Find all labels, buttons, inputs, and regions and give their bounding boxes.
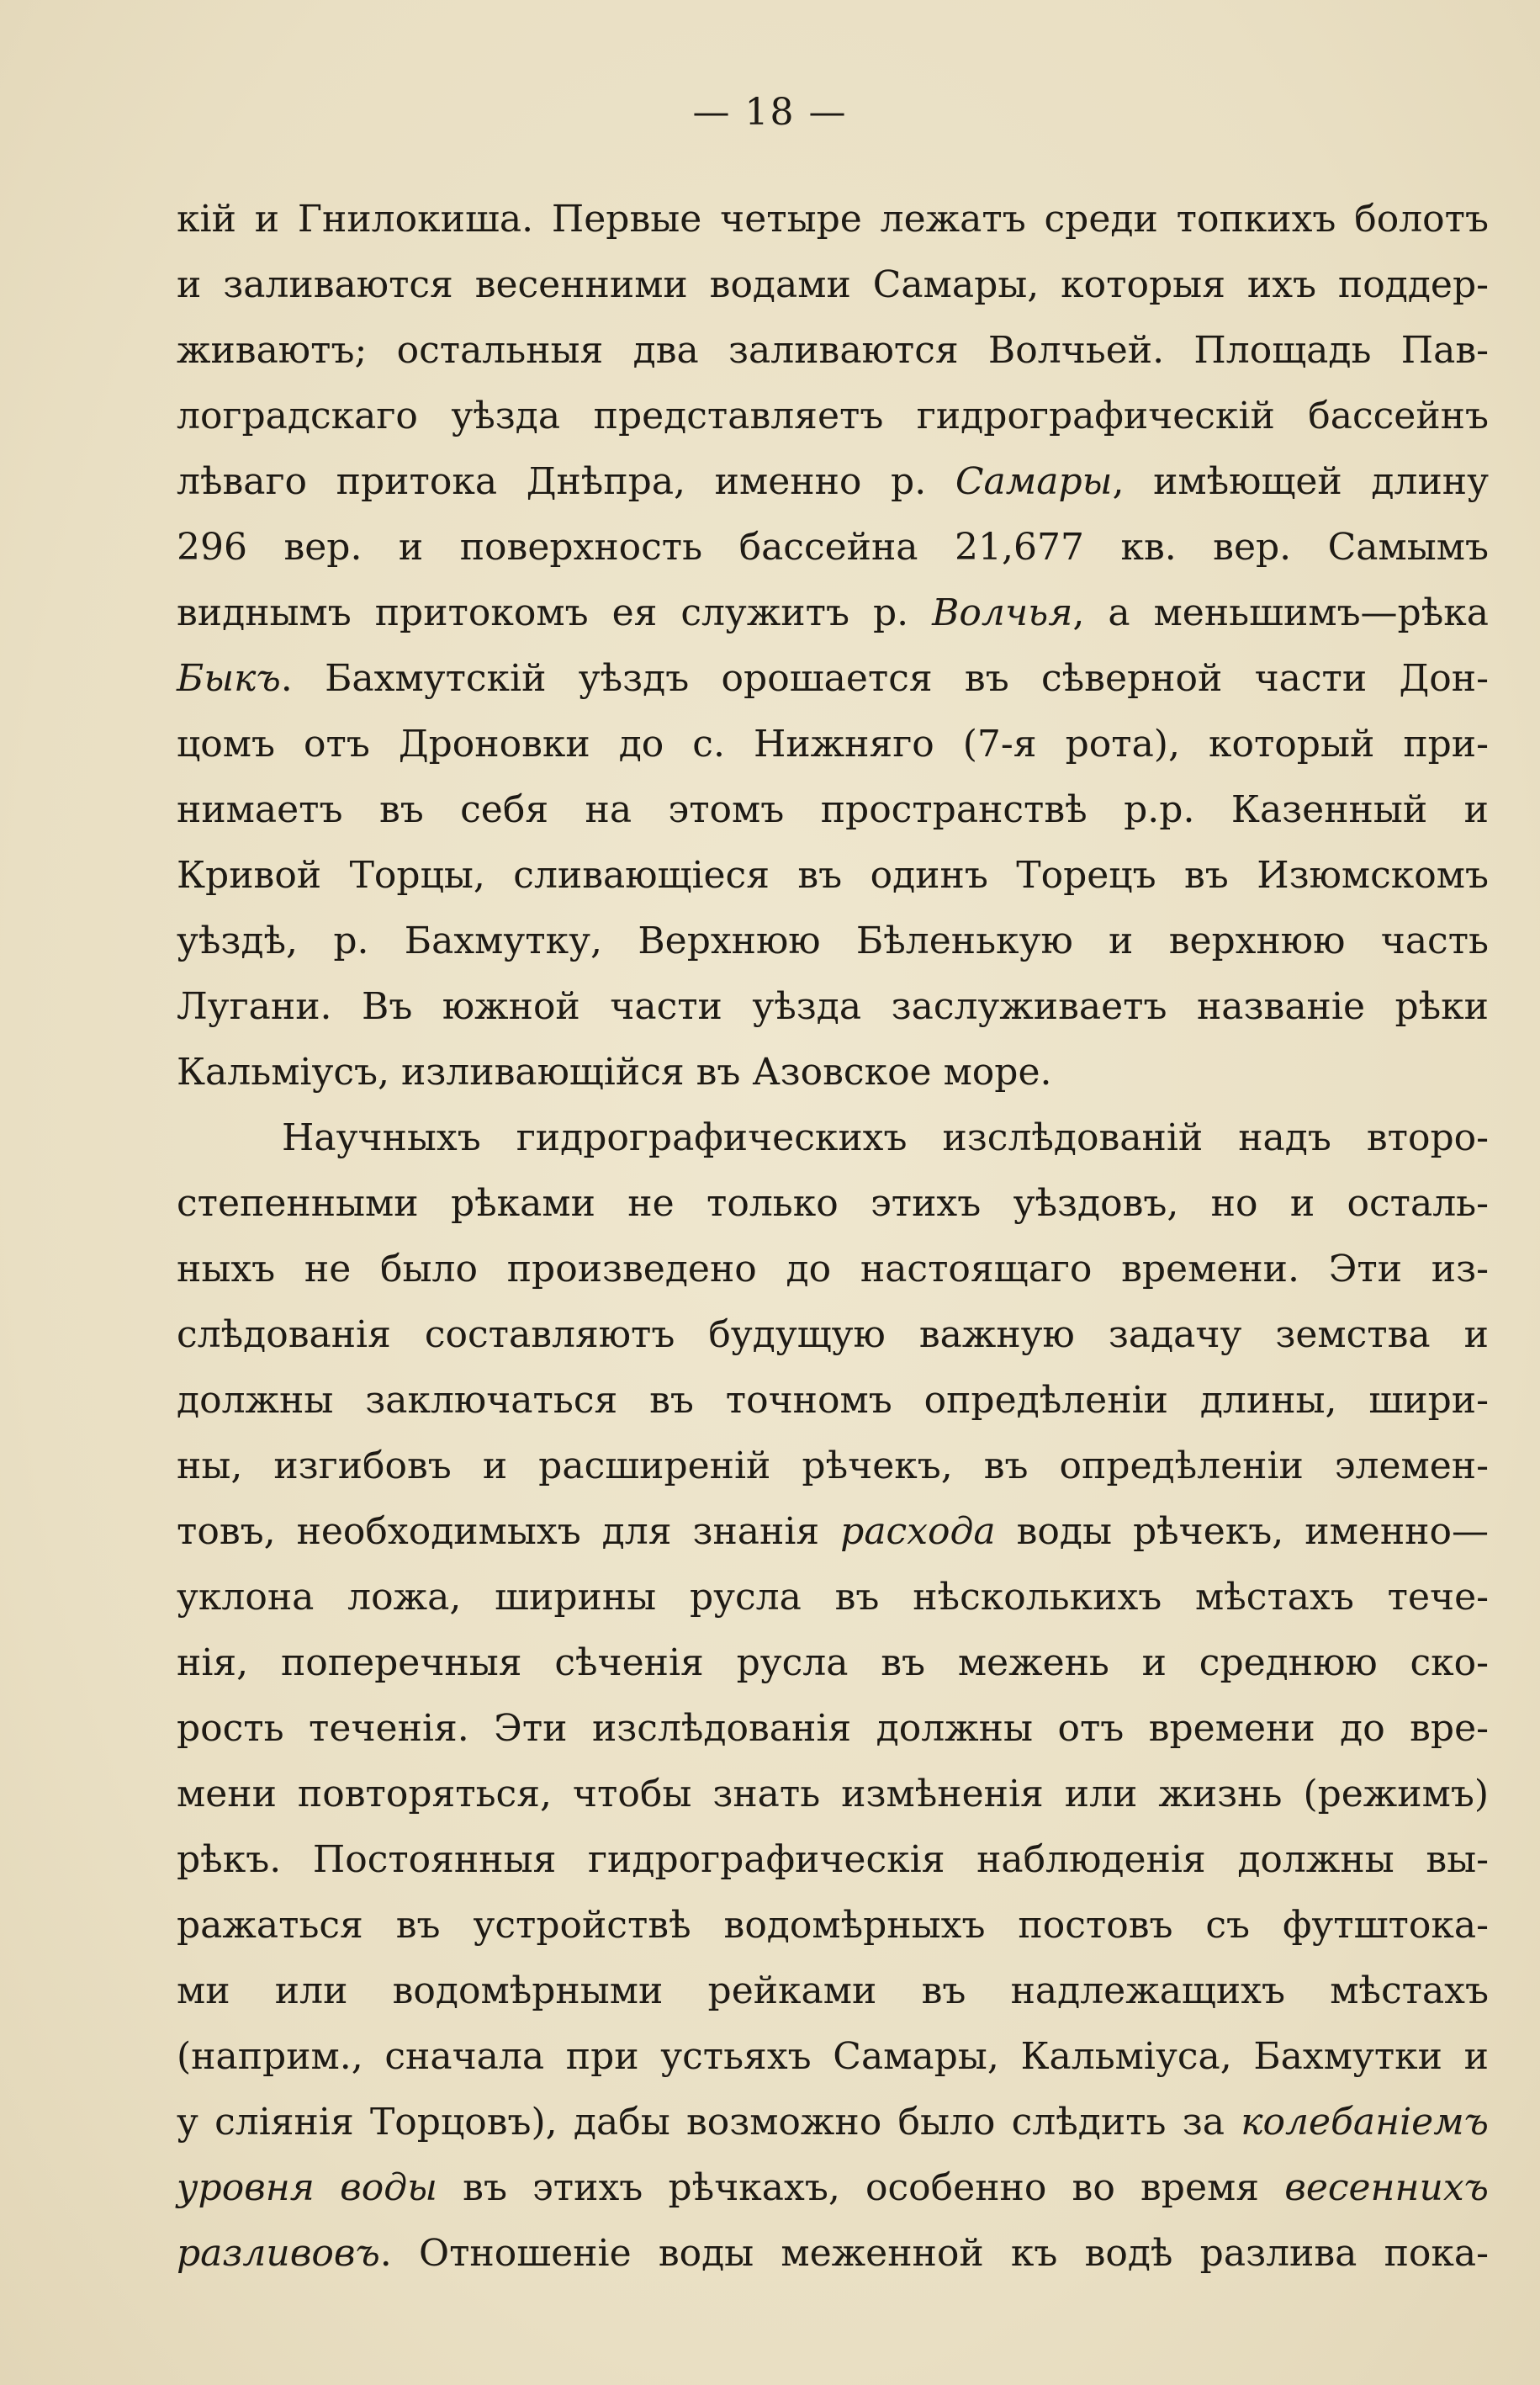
text-line xyxy=(177,1696,1489,1762)
text-segment: и заливаются весенними водами Самары, которыя ихъ поддер- xyxy=(177,263,1489,306)
text-line xyxy=(177,1105,1489,1171)
text-segment: виднымъ притокомъ ея служитъ р. xyxy=(177,591,933,634)
text-segment: ны, изгибовъ и расширеній рѣчекъ, въ опредѣленіи элемен- xyxy=(177,1444,1489,1487)
text-line xyxy=(177,2155,1489,2221)
text-segment: кій и Гнилокиша. Первые четыре лежатъ среди топкихъ болотъ xyxy=(177,198,1489,241)
text-segment: лѣваго притока Днѣпра, именно р. xyxy=(177,460,955,503)
text-segment: Лугани. Въ южной части уѣзда заслуживаетъ названіе рѣки xyxy=(177,985,1489,1028)
text-segment: Научныхъ гидрографическихъ изслѣдованій надъ второ- xyxy=(282,1116,1489,1159)
text-segment: рость теченія. Эти изслѣдованія должны отъ времени до вре- xyxy=(177,1707,1489,1750)
text-segment: Кривой Торцы, сливающіеся въ одинъ Торецъ въ Изюмскомъ xyxy=(177,854,1489,897)
text-line xyxy=(177,712,1489,777)
text-segment: нія, поперечныя сѣченія русла въ межень и среднюю ско- xyxy=(177,1641,1489,1684)
text-segment: должны заключаться въ точномъ опредѣленіи длины, шири- xyxy=(177,1379,1489,1422)
text-segment: рѣкъ. Постоянныя гидрографическія наблюденія должны вы- xyxy=(177,1838,1489,1881)
text-segment: Кальміусъ, изливающійся въ Азовское море. xyxy=(177,1051,1052,1094)
text-segment: воды рѣчекъ, именно— xyxy=(995,1510,1489,1553)
italic-text: Быкъ xyxy=(177,657,281,700)
body-text xyxy=(177,187,1489,2287)
text-line xyxy=(177,252,1489,318)
text-segment: ныхъ не было произведено до настоящаго времени. Эти из- xyxy=(177,1248,1489,1291)
text-line xyxy=(177,318,1489,384)
text-segment: , а меньшимъ—рѣка xyxy=(1072,591,1489,634)
text-segment: , имѣющей длину xyxy=(1112,460,1489,503)
text-segment: нимаетъ въ себя на этомъ пространствѣ р.р. Казенный и xyxy=(177,788,1489,831)
text-line xyxy=(177,1237,1489,1302)
text-line xyxy=(177,1434,1489,1499)
text-line xyxy=(177,1565,1489,1630)
text-segment: 296 вер. и поверхность бассейна 21,677 кв. вер. Самымъ xyxy=(177,526,1489,569)
text-line xyxy=(177,1171,1489,1237)
text-segment: лоградскаго уѣзда представляетъ гидрографическій бассейнъ xyxy=(177,395,1489,437)
text-line xyxy=(177,1893,1489,1958)
text-line xyxy=(177,1368,1489,1434)
text-line xyxy=(177,1958,1489,2024)
text-line xyxy=(177,1302,1489,1368)
text-segment: у сліянія Торцовъ), дабы возможно было слѣдить за xyxy=(177,2101,1241,2144)
text-line xyxy=(177,187,1489,252)
text-segment: . Бахмутскій уѣздъ орошается въ сѣверной части Дон- xyxy=(280,657,1489,700)
text-line xyxy=(177,580,1489,646)
italic-text: весеннихъ xyxy=(1284,2166,1489,2209)
text-segment: цомъ отъ Дроновки до с. Нижняго (7-я рота), который при- xyxy=(177,723,1489,766)
text-line xyxy=(177,1630,1489,1696)
text-line xyxy=(177,515,1489,580)
text-segment: степенными рѣками не только этихъ уѣздовъ, но и осталь- xyxy=(177,1182,1489,1225)
text-line xyxy=(177,1827,1489,1893)
italic-text: уровня воды xyxy=(177,2166,437,2209)
text-segment: въ этихъ рѣчкахъ, особенно во время xyxy=(437,2166,1285,2209)
page-number: — 18 — xyxy=(692,91,848,134)
text-line xyxy=(177,974,1489,1040)
text-segment: . Отношеніе воды меженной къ водѣ разлива пока- xyxy=(379,2232,1489,2275)
text-segment: (наприм., сначала при устьяхъ Самары, Кальміуса, Бахмутки и xyxy=(177,2035,1489,2078)
text-line xyxy=(177,909,1489,974)
italic-text: разливовъ xyxy=(177,2232,380,2275)
text-line xyxy=(177,1499,1489,1565)
italic-text: Волчья xyxy=(932,591,1073,634)
text-segment: уклона ложа, ширины русла въ нѣсколькихъ мѣстахъ тече- xyxy=(177,1576,1489,1619)
text-line xyxy=(177,777,1489,843)
text-line xyxy=(177,1762,1489,1827)
text-line xyxy=(177,646,1489,712)
text-segment: мени повторяться, чтобы знать измѣненія или жизнь (режимъ) xyxy=(177,1773,1489,1815)
text-segment: уѣздѣ, р. Бахмутку, Верхнюю Бѣленькую и верхнюю часть xyxy=(177,920,1489,962)
text-line xyxy=(177,1040,1489,1105)
text-line xyxy=(177,2221,1489,2287)
text-segment: живаютъ; остальныя два заливаются Волчьей. Площадь Пав- xyxy=(177,329,1489,372)
text-segment: слѣдованія составляютъ будущую важную задачу земства и xyxy=(177,1313,1489,1356)
text-segment: ражаться въ устройствѣ водомѣрныхъ постовъ съ футштока- xyxy=(177,1904,1489,1947)
italic-text: колебаніемъ xyxy=(1241,2101,1489,2144)
italic-text: Самары xyxy=(955,460,1113,503)
text-line xyxy=(177,384,1489,449)
text-segment: ми или водомѣрными рейками въ надлежащихъ мѣстахъ xyxy=(177,1969,1489,2012)
italic-text: расхода xyxy=(840,1510,996,1553)
text-line xyxy=(177,2024,1489,2090)
text-segment: товъ, необходимыхъ для знанія xyxy=(177,1510,841,1553)
text-line xyxy=(177,449,1489,515)
text-line xyxy=(177,843,1489,909)
text-line xyxy=(177,2090,1489,2155)
